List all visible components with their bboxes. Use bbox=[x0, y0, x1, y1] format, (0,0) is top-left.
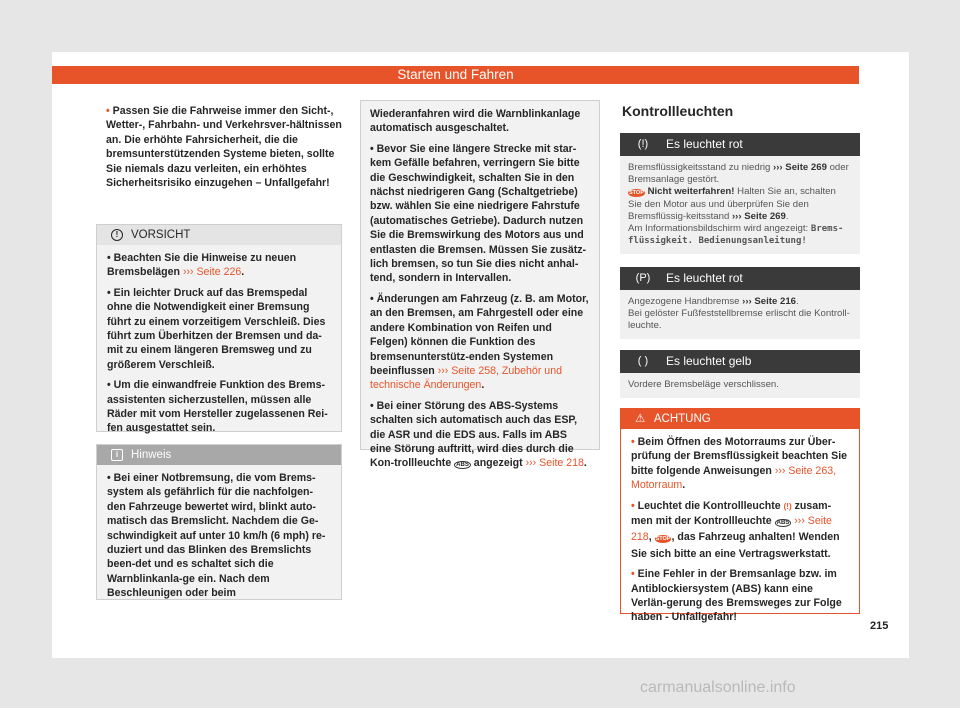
lamp-1 bbox=[620, 133, 860, 254]
lamp-3-body: Vordere Bremsbeläge verschlissen. bbox=[620, 373, 860, 398]
warning-triangle-icon: ⚠ bbox=[635, 413, 646, 425]
continued-text: Wiederanfahren wird die Warnblinkanlage automatisch ausgeschaltet. bbox=[370, 108, 581, 135]
lamp-2-body: Angezogene Handbremse ››› Seite 216. Bei gelöster Fußfeststellbremse erlischt die Kontroll-leuchte. bbox=[620, 290, 860, 339]
mid-bullet-1: • Bevor Sie eine längere Strecke mit star-kem Gefälle befahren, verringern Sie bitte die Geschwindigkeit, schalten Sie in den nächst niedrigeren Gang (Schaltgetriebe) bzw. wählen Sie eine niedrigere Fahrstufe (automatisches Getriebe). Dadurch nutzen Sie die Bremswirkung des Motors aus und entlasten die Bremsen. Müssen Sie zusätz-lich bremsen, so tun Sie dies nicht anhal-tend, sondern in Intervallen. bbox=[370, 142, 587, 285]
vorsicht-bullet-1: • Beachten Sie die Hinweise zu neuen Bremsbelägen ››› Seite 226. bbox=[107, 252, 297, 279]
vorsicht-box bbox=[96, 224, 342, 435]
parking-brake-icon: (P) bbox=[635, 272, 651, 284]
vorsicht-header: ! VORSICHT bbox=[97, 225, 341, 245]
mid-bullet-3: • Bei einer Störung des ABS-Systems schalten sich automatisch auch das ESP, die ASR und die EDS aus. Falls im ABS eine Störung auftritt, wird dies durch die Kon-trollleuchte ABS angezeigt ››› Seite 218. bbox=[370, 399, 587, 470]
lamp-3 bbox=[620, 350, 860, 398]
vorsicht-bullet-3: • Um die einwandfreie Funktion des Brems-assistenten sicherzustellen, müssen alle Räder mit vom Hersteller zugelassenen Rei-fen ausgestattet sein. bbox=[107, 379, 328, 435]
hinweis-header: i Hinweis bbox=[97, 445, 341, 465]
stop-icon-small: STOP bbox=[655, 536, 671, 543]
achtung-bullet-1: • Beim Öffnen des Motorraums zur Über-prüfung der Bremsflüssigkeit beachten Sie bitte folgende Anweisungen ››› Seite 263, Motorraum. bbox=[631, 436, 848, 492]
achtung-bullet-3: • Eine Fehler in der Bremsanlage bzw. im Antiblockiersystem (ABS) kann eine Verlän-gerung des Bremsweges zur Folge haben - Unfallgefahr! bbox=[631, 568, 842, 624]
brake-warning-icon-small: (!) bbox=[783, 501, 792, 511]
link-seite-218-b[interactable]: ››› Seite 218 bbox=[631, 515, 832, 544]
hinweis-bullet-1: • Bei einer Notbremsung, die vom Brems-system als gefährlich für die nachfolgen-den Fahrzeuge bewertet wird, blinkt auto-matisch das Bremslicht. Nachdem die Ge-schwindigkeit auf unter 10 km/h (6 mph) re-duziert und das Blinken des Bremslichts been-det und es schaltet sich die Warnblinkanla-ge ein. Nach dem Beschleunigen oder beim bbox=[107, 472, 326, 600]
lamp-1-header: (!) Es leuchtet rot bbox=[620, 133, 860, 156]
page-header: Starten und Fahren bbox=[52, 66, 859, 84]
vorsicht-bullet-2: • Ein leichter Druck auf das Bremspedal ohne die Notwendigkeit einer Bremsung führt zu einem vorzeitigem Verschleiß. Dies führt zum Überhitzen der Bremsen und da-mit zu einem längeren Bremsweg und zu größerem Verschleiß. bbox=[107, 286, 326, 371]
lamp-3-header: ( ) Es leuchtet gelb bbox=[620, 350, 860, 373]
vorsicht-body bbox=[97, 245, 341, 448]
achtung-box bbox=[620, 408, 860, 624]
lamp-2-header: (P) Es leuchtet rot bbox=[620, 267, 860, 290]
link-seite-216[interactable]: ››› Seite 216 bbox=[742, 296, 797, 307]
column-right bbox=[620, 100, 860, 122]
hinweis-body bbox=[97, 465, 341, 613]
mid-bullet-2: • Änderungen am Fahrzeug (z. B. am Motor, an den Bremsen, am Fahrgestell oder eine andere Kombination von Reifen und Felgen) können die Funktion des bremsenunterstütz-enden Systemen beeinflussen ››› Seite 258, Zubehör und technische Änderungen. bbox=[370, 292, 589, 392]
warning-circle-icon: ! bbox=[111, 229, 123, 241]
page-number: 215 bbox=[870, 620, 889, 632]
link-seite-263[interactable]: ››› Seite 263, Motorraum bbox=[631, 464, 837, 492]
section-title: Kontrollleuchten bbox=[622, 103, 734, 119]
brake-pad-icon: ( ) bbox=[637, 355, 649, 367]
abs-icon-small: ABS bbox=[776, 520, 790, 527]
brake-warning-icon: (!) bbox=[637, 138, 649, 150]
achtung-header: ⚠ ACHTUNG bbox=[621, 409, 859, 429]
achtung-body bbox=[621, 429, 859, 637]
link-seite-269-b[interactable]: ››› Seite 269 bbox=[731, 211, 786, 222]
link-seite-258[interactable]: ››› Seite 258, Zubehör und technische Änderungen bbox=[370, 364, 562, 392]
abs-icon: ABS bbox=[456, 462, 469, 469]
watermark: carmanualsonline.info bbox=[640, 679, 796, 696]
hinweis-box bbox=[96, 444, 342, 600]
stop-icon: STOP bbox=[629, 190, 644, 196]
column-left bbox=[106, 104, 342, 196]
lamp-2 bbox=[620, 267, 860, 339]
link-seite-218[interactable]: ››› Seite 218 bbox=[525, 457, 584, 470]
lamp-1-body: Bremsflüssigkeitsstand zu niedrig ››› Seite 269 oder Bremsanlage gestört. STOP Nicht weiterfahren! Halten Sie an, schalten Sie den Motor aus und überprüfen Sie den Bremsflüssig-keitsstand ››› Seite 269. Am Informationsbildschirm wird angezeigt: Brems-flüssigkeit. Bedienungsanleitung! bbox=[620, 156, 860, 254]
column-middle-box bbox=[360, 100, 600, 470]
intro-paragraph: • Passen Sie die Fahrweise immer den Sicht-, Wetter-, Fahrbahn- und Verkehrsver-hältnissen an. Die erhöhte Fahrsicherheit, die die bremsunterstützenden Systeme bieten, sollte Sie niemals dazu verleiten, ein erhöhtes Sicherheitsrisiko einzugehen – Unfallgefahr! bbox=[106, 105, 342, 190]
link-seite-226[interactable]: ››› Seite 226 bbox=[182, 266, 242, 279]
link-seite-269-a[interactable]: ››› Seite 269 bbox=[773, 162, 827, 173]
achtung-bullet-2: • Leuchtet die Kontrollleuchte (!) zusam-men mit der Kontrollleuchte ABS ››› Seite 218, STOP, das Fahrzeug anhalten! Wenden Sie sich bitte an eine Vertragswerkstatt. bbox=[631, 499, 840, 560]
info-icon: i bbox=[111, 449, 123, 461]
